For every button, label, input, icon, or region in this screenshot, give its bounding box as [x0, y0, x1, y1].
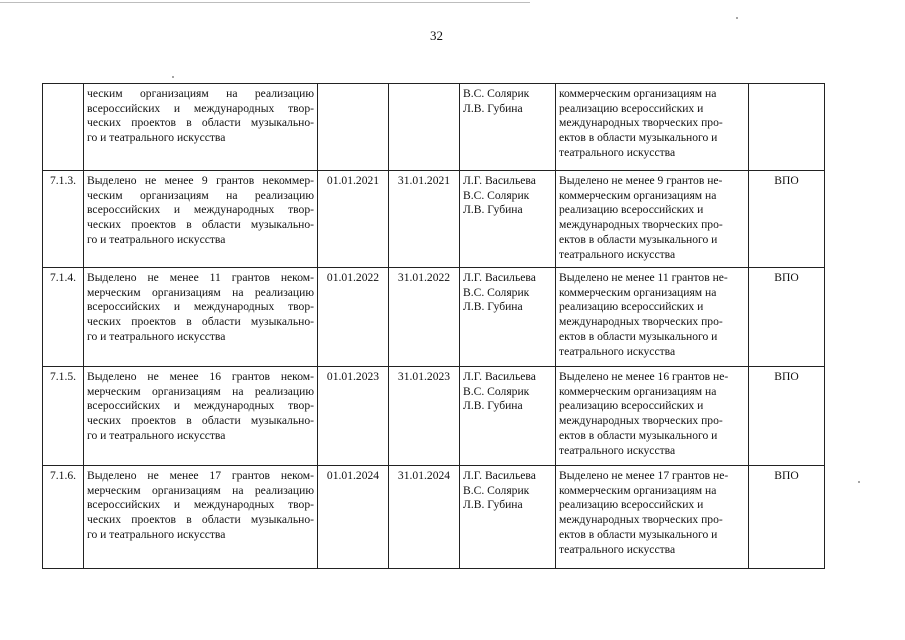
result-line: международных творческих про-	[559, 116, 723, 130]
description-line: ческим организациям на реализацию	[87, 87, 314, 100]
expected-result	[556, 466, 749, 569]
item-number: 7.1.4.	[43, 268, 84, 367]
responsible-name: Л.В. Губина	[463, 498, 523, 512]
description-line: Выделено не менее 11 грантов неком-	[87, 271, 314, 284]
table-row	[43, 466, 825, 569]
expected-result	[556, 84, 749, 171]
responsible-name: В.С. Солярик	[463, 285, 530, 299]
result-line: театрального искусства	[559, 247, 676, 261]
result-line: коммерческим организациям на	[559, 188, 717, 202]
start-date: 01.01.2024	[318, 466, 389, 569]
result-type: ВПО	[749, 268, 825, 367]
result-type	[749, 84, 825, 171]
description-line: всероссийских и международных твор-	[87, 498, 314, 512]
description-line: го и театрального искусства	[87, 329, 226, 343]
result-line: международных творческих про-	[559, 218, 723, 232]
description-line: ческих проектов в области музыкально-	[87, 513, 314, 527]
expected-result	[556, 268, 749, 367]
result-line: коммерческим организациям на	[559, 285, 717, 299]
result-line: реализацию всероссийских и	[559, 498, 704, 512]
responsible-persons	[460, 466, 556, 569]
description-line: го и театрального искусства	[87, 527, 226, 541]
item-number: 7.1.6.	[43, 466, 84, 569]
responsible-name: Л.В. Губина	[463, 203, 523, 217]
result-line: ектов в области музыкального и	[559, 527, 718, 541]
description-line: всероссийских и международных твор-	[87, 399, 314, 413]
table-row	[43, 84, 825, 171]
result-line: Выделено не менее 9 грантов не-	[559, 174, 723, 187]
responsible-name: Л.В. Губина	[463, 300, 523, 314]
event-description	[84, 466, 318, 569]
description-line: ческих проектов в области музыкально-	[87, 218, 314, 232]
result-line: Выделено не менее 11 грантов не-	[559, 271, 728, 284]
description-line: го и театрального искусства	[87, 428, 226, 442]
expected-result	[556, 367, 749, 466]
responsible-name: Л.Г. Васильева	[463, 370, 536, 383]
responsible-name: Л.Г. Васильева	[463, 174, 536, 187]
plan-table	[42, 83, 825, 569]
event-description	[84, 171, 318, 268]
result-line: коммерческим организациям на	[559, 87, 717, 100]
description-line: Выделено не менее 9 грантов некоммер-	[87, 174, 314, 187]
item-number: 7.1.3.	[43, 171, 84, 268]
responsible-name: В.С. Солярик	[463, 384, 530, 398]
result-line: ектов в области музыкального и	[559, 131, 718, 145]
description-line: ческих проектов в области музыкально-	[87, 315, 314, 329]
table-row	[43, 268, 825, 367]
end-date: 31.01.2021	[389, 171, 460, 268]
result-line: театрального искусства	[559, 145, 676, 159]
description-line: мерческим организациям на реализацию	[87, 285, 314, 299]
description-line: го и театрального искусства	[87, 131, 226, 145]
description-line: ческих проектов в области музыкально-	[87, 414, 314, 428]
result-line: коммерческим организациям на	[559, 483, 717, 497]
end-date: 31.01.2024	[389, 466, 460, 569]
result-line: международных творческих про-	[559, 414, 723, 428]
result-line: ектов в области музыкального и	[559, 329, 718, 343]
description-line: ческим организациям на реализацию	[87, 188, 314, 202]
responsible-name: Л.Г. Васильева	[463, 271, 536, 284]
scan-speck	[172, 76, 174, 78]
end-date: 31.01.2023	[389, 367, 460, 466]
description-line: Выделено не менее 17 грантов неком-	[87, 469, 314, 482]
end-date	[389, 84, 460, 171]
start-date	[318, 84, 389, 171]
result-line: международных творческих про-	[559, 315, 723, 329]
result-line: реализацию всероссийских и	[559, 399, 704, 413]
start-date: 01.01.2023	[318, 367, 389, 466]
responsible-persons	[460, 367, 556, 466]
end-date: 31.01.2022	[389, 268, 460, 367]
description-line: всероссийских и международных твор-	[87, 300, 314, 314]
description-line: го и театрального искусства	[87, 232, 226, 246]
start-date: 01.01.2022	[318, 268, 389, 367]
result-line: театрального искусства	[559, 443, 676, 457]
description-line: всероссийских и международных твор-	[87, 101, 314, 115]
result-line: реализацию всероссийских и	[559, 203, 704, 217]
responsible-persons	[460, 84, 556, 171]
result-line: коммерческим организациям на	[559, 384, 717, 398]
result-type: ВПО	[749, 367, 825, 466]
result-type: ВПО	[749, 466, 825, 569]
responsible-name: В.С. Солярик	[463, 188, 530, 202]
result-line: театрального искусства	[559, 344, 676, 358]
responsible-name: В.С. Солярик	[463, 87, 530, 100]
table-row	[43, 367, 825, 466]
result-line: Выделено не менее 17 грантов не-	[559, 469, 729, 482]
scan-top-rule	[0, 2, 530, 3]
description-line: ческих проектов в области музыкально-	[87, 116, 314, 130]
scan-speck	[736, 17, 738, 19]
scan-speck	[858, 481, 860, 483]
description-line: Выделено не менее 16 грантов неком-	[87, 370, 314, 383]
result-type: ВПО	[749, 171, 825, 268]
description-line: мерческим организациям на реализацию	[87, 483, 314, 497]
expected-result	[556, 171, 749, 268]
responsible-name: Л.В. Губина	[463, 399, 523, 413]
item-number	[43, 84, 84, 171]
result-line: международных творческих про-	[559, 513, 723, 527]
result-line: Выделено не менее 16 грантов не-	[559, 370, 729, 383]
item-number: 7.1.5.	[43, 367, 84, 466]
event-description	[84, 367, 318, 466]
page-number: 32	[430, 28, 443, 43]
responsible-persons	[460, 268, 556, 367]
table-row	[43, 171, 825, 268]
description-line: мерческим организациям на реализацию	[87, 384, 314, 398]
responsible-name: Л.В. Губина	[463, 101, 523, 115]
result-line: театрального искусства	[559, 542, 676, 556]
result-line: ектов в области музыкального и	[559, 232, 718, 246]
start-date: 01.01.2021	[318, 171, 389, 268]
responsible-name: Л.Г. Васильева	[463, 469, 536, 482]
description-line: всероссийских и международных твор-	[87, 203, 314, 217]
result-line: реализацию всероссийских и	[559, 101, 704, 115]
responsible-name: В.С. Солярик	[463, 483, 530, 497]
result-line: ектов в области музыкального и	[559, 428, 718, 442]
result-line: реализацию всероссийских и	[559, 300, 704, 314]
responsible-persons	[460, 171, 556, 268]
event-description	[84, 84, 318, 171]
event-description	[84, 268, 318, 367]
